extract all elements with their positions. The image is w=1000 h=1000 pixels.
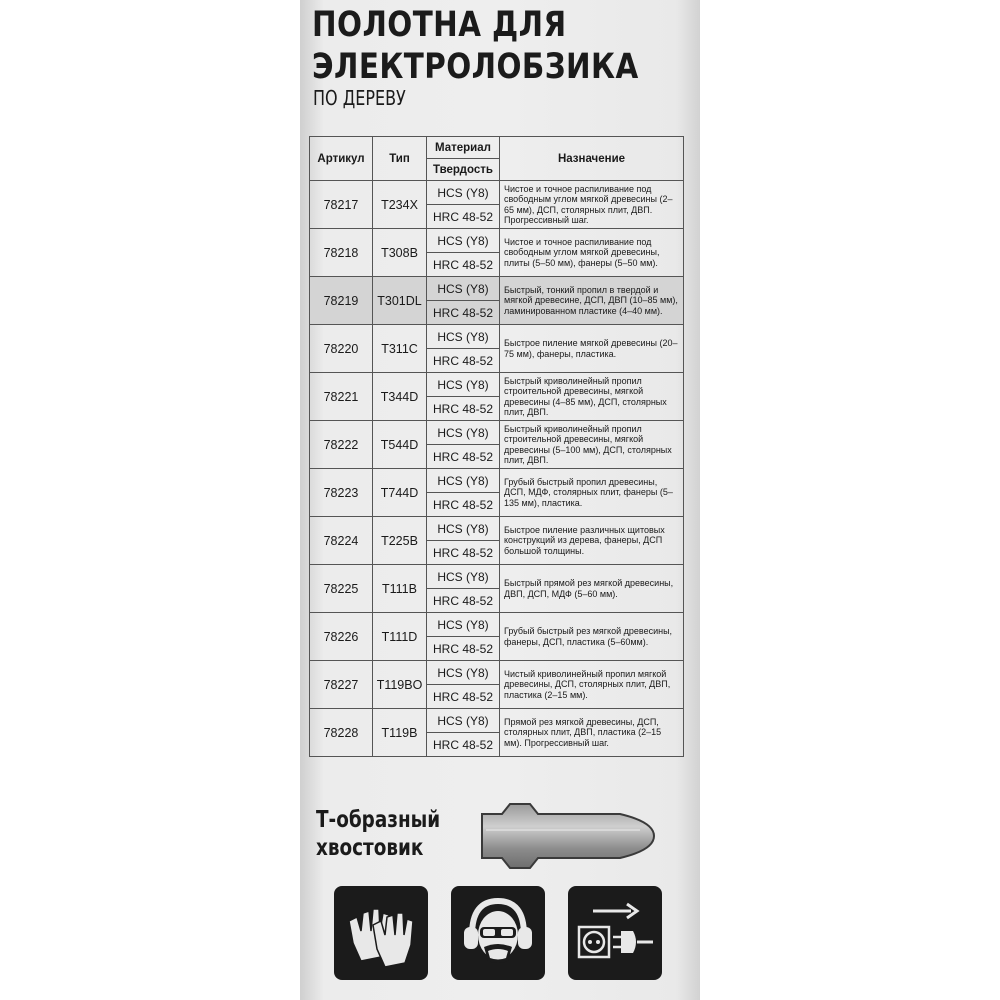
table-row <box>310 517 684 541</box>
cell-article: 78222 <box>310 421 373 469</box>
cell-hardness: HRC 48-52 <box>427 685 500 709</box>
table-row <box>310 229 684 253</box>
cell-purpose: Грубый быстрый пропил древесины, ДСП, МДФ, столярных плит, фанеры (5–135 мм), пластика. <box>500 469 684 517</box>
cell-purpose: Чистое и точное распиливание под свободным углом мягкой древесины, плиты (5–50 мм), фанеры (5–50 мм). <box>500 229 684 277</box>
cell-type: T111D <box>373 613 427 661</box>
header-hardness: Твердость <box>427 159 500 181</box>
cell-material: HCS (Y8) <box>427 421 500 445</box>
t-shank-icon <box>470 800 660 872</box>
cell-article: 78219 <box>310 277 373 325</box>
cell-material: HCS (Y8) <box>427 325 500 349</box>
cell-purpose: Быстрое пиление мягкой древесины (20–75 мм), фанеры, пластика. <box>500 325 684 373</box>
cell-material: HCS (Y8) <box>427 661 500 685</box>
table-row <box>310 325 684 349</box>
cell-type: T111B <box>373 565 427 613</box>
cell-material: HCS (Y8) <box>427 613 500 637</box>
cell-type: T311C <box>373 325 427 373</box>
shank-label-line-2: хвостовик <box>316 835 424 861</box>
shank-label-line-1: Т-образный <box>316 807 441 833</box>
cell-article: 78228 <box>310 709 373 757</box>
cell-hardness: HRC 48-52 <box>427 637 500 661</box>
cell-hardness: HRC 48-52 <box>427 589 500 613</box>
cell-purpose: Чистый криволинейный пропил мягкой древесины, ДСП, столярных плит, ДВП, пластика (2–15 мм). <box>500 661 684 709</box>
cell-hardness: HRC 48-52 <box>427 397 500 421</box>
table-row <box>310 565 684 589</box>
cell-material: HCS (Y8) <box>427 181 500 205</box>
blades-table <box>309 136 684 757</box>
cell-article: 78223 <box>310 469 373 517</box>
cell-type: T344D <box>373 373 427 421</box>
pictogram-gloves <box>334 886 428 980</box>
cell-article: 78226 <box>310 613 373 661</box>
cell-material: HCS (Y8) <box>427 565 500 589</box>
cell-article: 78220 <box>310 325 373 373</box>
cell-article: 78227 <box>310 661 373 709</box>
header-article: Артикул <box>310 137 373 181</box>
table-row <box>310 709 684 733</box>
table-body <box>310 181 684 757</box>
cell-type: T119B <box>373 709 427 757</box>
cell-purpose: Быстрое пиление различных щитовых конструкций из дерева, фанеры, ДСП большой толщины. <box>500 517 684 565</box>
title-line-2: ЭЛЕКТРОЛОБЗИКА <box>312 47 639 87</box>
cell-type: T234X <box>373 181 427 229</box>
cell-material: HCS (Y8) <box>427 373 500 397</box>
cell-purpose: Грубый быстрый рез мягкой древесины, фанеры, ДСП, пластика (5–60мм). <box>500 613 684 661</box>
cell-purpose: Быстрый, тонкий пропил в твердой и мягкой древесине, ДСП, ДВП (10–85 мм), ламинированном пластике (4–40 мм). <box>500 277 684 325</box>
cell-type: T744D <box>373 469 427 517</box>
cell-article: 78225 <box>310 565 373 613</box>
cell-hardness: HRC 48-52 <box>427 205 500 229</box>
cell-purpose: Быстрый прямой рез мягкой древесины, ДВП, ДСП, МДФ (5–60 мм). <box>500 565 684 613</box>
header-material: Материал <box>427 137 500 159</box>
cell-article: 78218 <box>310 229 373 277</box>
table-row <box>310 277 684 301</box>
cell-type: T308B <box>373 229 427 277</box>
cell-type: T225B <box>373 517 427 565</box>
table-row <box>310 373 684 397</box>
cell-article: 78221 <box>310 373 373 421</box>
header-type: Тип <box>373 137 427 181</box>
gloves-icon <box>339 891 423 975</box>
cell-article: 78224 <box>310 517 373 565</box>
cell-hardness: HRC 48-52 <box>427 541 500 565</box>
pictogram-face-protection <box>451 886 545 980</box>
unplug-icon <box>573 891 657 975</box>
cell-article: 78217 <box>310 181 373 229</box>
cell-hardness: HRC 48-52 <box>427 733 500 757</box>
face-protection-icon <box>456 891 540 975</box>
cell-purpose: Быстрый криволинейный пропил строительной древесины, мягкой древесины (4–85 мм), ДСП, столярных плит, ДВП. <box>500 373 684 421</box>
title-line-1: ПОЛОТНА ДЛЯ <box>312 5 567 45</box>
cell-type: T544D <box>373 421 427 469</box>
cell-type: T301DL <box>373 277 427 325</box>
cell-material: HCS (Y8) <box>427 229 500 253</box>
header-purpose: Назначение <box>500 137 684 181</box>
table-row <box>310 421 684 445</box>
cell-hardness: HRC 48-52 <box>427 493 500 517</box>
cell-material: HCS (Y8) <box>427 277 500 301</box>
cell-purpose: Прямой рез мягкой древесины, ДСП, столярных плит, ДВП, пластика (2–15 мм). Прогрессивный шаг. <box>500 709 684 757</box>
cell-purpose: Быстрый криволинейный пропил строительной древесины, мягкой древесины (5–100 мм), ДСП, столярных плит, ДВП. <box>500 421 684 469</box>
cell-material: HCS (Y8) <box>427 469 500 493</box>
pictogram-unplug <box>568 886 662 980</box>
table-row <box>310 181 684 205</box>
table-row <box>310 613 684 637</box>
cell-material: HCS (Y8) <box>427 709 500 733</box>
cell-type: T119BO <box>373 661 427 709</box>
cell-material: HCS (Y8) <box>427 517 500 541</box>
cell-hardness: HRC 48-52 <box>427 445 500 469</box>
cell-hardness: HRC 48-52 <box>427 253 500 277</box>
cell-purpose: Чистое и точное распиливание под свободным углом мягкой древесины (2–65 мм), ДСП, столярных плит, ДВП. Прогрессивный шаг. <box>500 181 684 229</box>
cell-hardness: HRC 48-52 <box>427 301 500 325</box>
product-title <box>312 4 639 88</box>
table-row <box>310 661 684 685</box>
shank-label <box>316 806 440 862</box>
cell-hardness: HRC 48-52 <box>427 349 500 373</box>
table-row <box>310 469 684 493</box>
product-subtitle: ПО ДЕРЕВУ <box>313 86 406 110</box>
